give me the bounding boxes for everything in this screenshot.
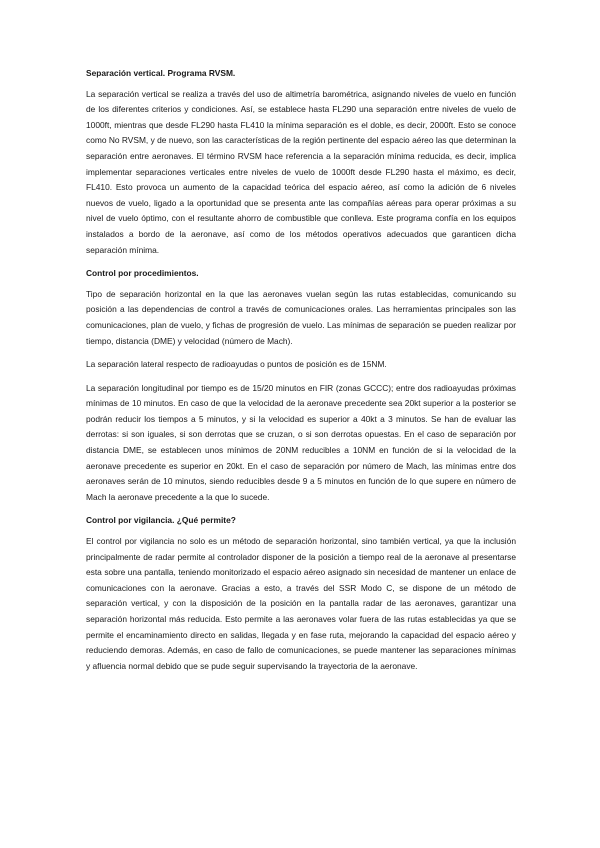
paragraph-lateral-separation: La separación lateral respecto de radioayudas o puntos de posición es de 15NM. [86,359,387,370]
section-heading-surveillance-control: Control por vigilancia. ¿Qué permite? [86,515,236,526]
document-body [86,66,516,682]
paragraph-vertical-separation: La separación vertical se realiza a través del uso de altimetría barométrica, asignando niveles de vuelo en función de los diferentes criterios y condiciones. Así, se establece hasta FL290 una separación entre niveles de vuelo de 1000ft, mientras que desde FL290 hasta FL410 la mínima separación es el doble, es decir, 2000ft. Esto se conoce como No RVSM, y de nuevo, son las características de la región pertinente del espacio aéreo las que determinan la separación entre aeronaves. El término RVSM hace referencia a la separación mínima reducida, es decir, implica implementar separaciones verticales entre niveles de vuelo de 1000ft desde FL290 hasta el máximo, es decir, FL410. Esto provoca un aumento de la capacidad teórica del espacio aéreo, así como la adición de 6 niveles nuevos de vuelo, ligado a la oportunidad que se presenta ante las compañías aéreas para operar próximas a su nivel de vuelo óptimo, con el resultante ahorro de combustible que conlleva. Este programa confía en los equipos instalados a bordo de la aeronave, así como de los métodos operativos adecuados que garanticen dicha separación mínima. [86,88,516,255]
section-heading-procedural-control: Control por procedimientos. [86,268,199,279]
paragraph-longitudinal-separation: La separación longitudinal por tiempo es de 15/20 minutos en FIR (zonas GCCC); entre dos radioayudas próximas mínimas de 10 minutos. En caso de que la velocidad de la aeronave precedente sea 20kt superior a la posterior se podrán reducir los tiempos a 5 minutos, y si la velocidad es superior a 40kt a 3 minutos. Se han de evaluar las derrotas: si son iguales, si son derrotas que se cruzan, o si son derrotas opuestas. En el caso de separación por distancia DME, se establecen unos mínimos de 20NM reducibles a 10NM en función de si la velocidad de la aeronave precedente es superior en 20kt. En el caso de separación por número de Mach, las mínimas entre dos aeronaves serán de 10 minutos, siendo reducibles desde 9 a 5 minutos en función de lo que supere en número de Mach la aeronave precedente a la que lo sucede. [86,382,516,502]
section-heading-rvsm: Separación vertical. Programa RVSM. [86,68,236,78]
paragraph-surveillance-control: El control por vigilancia no solo es un método de separación horizontal, sino también vertical, ya que la inclusión principalmente de radar permite al controlador disponer de la posición a tiempo real de la aeronave al presentarse esta sobre una pantalla, teniendo monitorizado el espacio aéreo asignado sin necesidad de mantener un enlace de comunicaciones con la aeronave. Gracias a esto, a través del SSR Modo C, se dispone de un método de separación vertical, y con la disposición de la posición en la pantalla radar de las aeronaves, garantizar una separación horizontal más reducida. Esto permite a las aeronaves volar fuera de las rutas establecidas ya que se permite el encaminamiento directo en salidas, llegada y en fase ruta, mejorando la capacidad del espacio aéreo y reduciendo demoras. Además, en caso de fallo de comunicaciones, se puede mantener las separaciones mínimas y afluencia normal debido que se pude seguir supervisando la trayectoria de la aeronave. [86,536,516,671]
paragraph-procedural-control: Tipo de separación horizontal en la que las aeronaves vuelan según las rutas establecidas, comunicando su posición a las dependencias de control a través de comunicaciones orales. Las herramientas principales son las comunicaciones, plan de vuelo, y fichas de progresión de vuelo. Las mínimas de separación se pueden realizar por tiempo, distancia (DME) y velocidad (número de Mach). [86,288,516,346]
